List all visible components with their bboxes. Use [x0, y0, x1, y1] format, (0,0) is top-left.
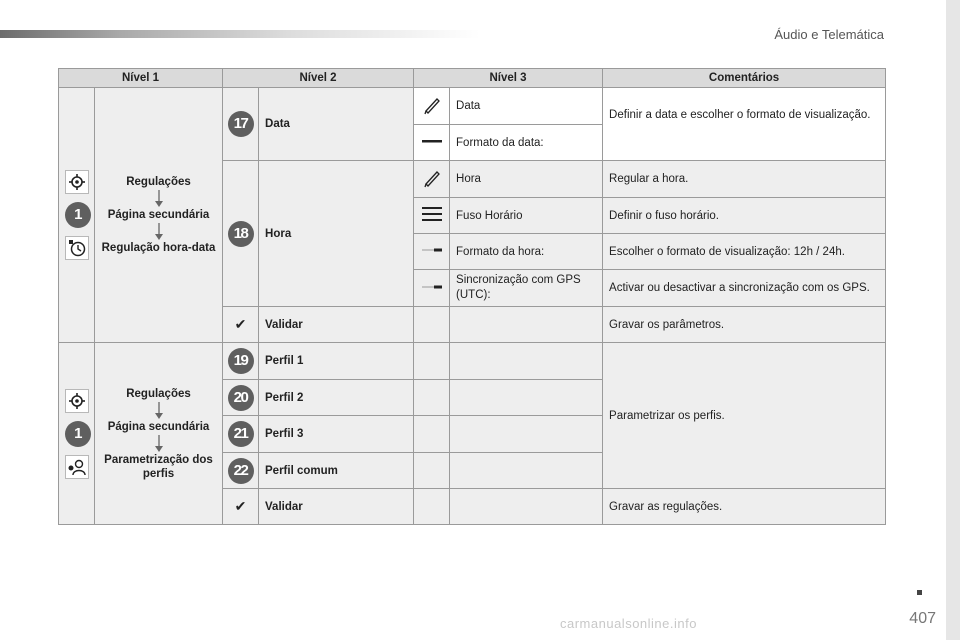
level3-icon-cell: [414, 161, 450, 198]
level2-profile3-label: Perfil 3: [259, 416, 414, 453]
level2-badge-cell: [223, 343, 259, 380]
level2-common-profile-label: Perfil comum: [259, 453, 414, 489]
gear-icon: [65, 389, 89, 413]
col-header-comments: Comentários: [603, 69, 886, 88]
page-number: 407: [909, 610, 936, 627]
empty-cell: [414, 453, 450, 489]
level2-validate-label: Validar: [259, 489, 414, 525]
level3-date-label: Data: [450, 88, 603, 125]
arrow-down-icon: [154, 190, 164, 207]
arrow-down-icon: [154, 435, 164, 452]
gear-icon: [65, 170, 89, 194]
level3-icon-cell: [414, 88, 450, 125]
pencil-icon: [422, 95, 442, 115]
empty-cell: [414, 380, 450, 416]
step-badge-1: 1: [65, 421, 91, 447]
level3-gps-sync-label: Sincronização com GPS (UTC):: [450, 270, 603, 307]
arrow-down-icon: [154, 223, 164, 240]
table-row: [59, 88, 886, 125]
empty-cell: [450, 380, 603, 416]
comment-profiles: Parametrizar os perfis.: [603, 343, 886, 489]
clock-icon: [65, 236, 89, 260]
header-gradient-bar: [0, 30, 480, 38]
comment-date: Definir a data e escolher o formato de visualização.: [603, 88, 886, 161]
level3-icon-cell: [414, 270, 450, 307]
level1-icons-cell: [59, 343, 95, 525]
level2-badge-cell: [223, 161, 259, 307]
level3-date-format-label: Formato da data:: [450, 125, 603, 161]
path-step-settings: Regulações: [126, 176, 191, 188]
empty-cell: [414, 307, 450, 343]
empty-cell: [414, 343, 450, 380]
empty-cell: [414, 416, 450, 453]
step-badge-21: 21: [228, 421, 254, 447]
step-badge-20: 20: [228, 385, 254, 411]
level3-time-format-label: Formato da hora:: [450, 234, 603, 270]
level3-icon-cell: [414, 198, 450, 234]
page-edge-band: [946, 0, 960, 640]
level2-profile2-label: Perfil 2: [259, 380, 414, 416]
level2-validate-label: Validar: [259, 307, 414, 343]
level2-profile1-label: Perfil 1: [259, 343, 414, 380]
level2-badge-cell: [223, 380, 259, 416]
toggle-dash-icon: [421, 282, 443, 292]
level3-timezone-label: Fuso Horário: [450, 198, 603, 234]
level1-icons-cell: [59, 88, 95, 343]
page-header-title: Áudio e Telemática: [774, 27, 884, 42]
step-badge-19: 19: [228, 348, 254, 374]
level2-time-label: Hora: [259, 161, 414, 307]
comment-time-format: Escolher o formato de visualização: 12h / 24h.: [603, 234, 886, 270]
step-badge-18: 18: [228, 221, 254, 247]
col-header-level2: Nível 2: [223, 69, 414, 88]
empty-cell: [450, 343, 603, 380]
checkmark-icon: ✔: [234, 316, 247, 332]
level2-date-label: Data: [259, 88, 414, 161]
table-header-row: [59, 69, 886, 88]
level3-icon-cell: [414, 125, 450, 161]
page-marker-dot: [917, 590, 922, 595]
list-icon: [421, 206, 443, 222]
comment-save-params: Gravar os parâmetros.: [603, 307, 886, 343]
checkmark-icon: ✔: [234, 498, 247, 514]
arrow-down-icon: [154, 402, 164, 419]
level2-tick-cell: [223, 307, 259, 343]
path-step-settings: Regulações: [126, 387, 191, 400]
empty-cell: [450, 489, 603, 525]
col-header-level1: Nível 1: [59, 69, 223, 88]
empty-cell: [450, 453, 603, 489]
col-header-level3: Nível 3: [414, 69, 603, 88]
path-step-time-date: Regulação hora-data: [101, 242, 216, 254]
profile-icon: [65, 455, 89, 479]
level3-time-label: Hora: [450, 161, 603, 198]
path-step-secondary-page: Página secundária: [107, 420, 210, 433]
step-badge-22: 22: [228, 458, 254, 484]
level3-icon-cell: [414, 234, 450, 270]
table-row: [59, 343, 886, 380]
empty-cell: [414, 489, 450, 525]
empty-cell: [450, 307, 603, 343]
watermark-text: carmanualsonline.info: [560, 616, 697, 631]
toggle-dash-icon: [421, 245, 443, 255]
step-badge-1: 1: [65, 202, 91, 228]
comment-time: Regular a hora.: [603, 161, 886, 198]
level2-badge-cell: [223, 416, 259, 453]
settings-table: [58, 68, 886, 525]
pencil-icon: [422, 168, 442, 188]
empty-cell: [450, 416, 603, 453]
comment-gps-sync: Activar ou desactivar a sincronização com os GPS.: [603, 270, 886, 307]
comment-timezone: Definir o fuso horário.: [603, 198, 886, 234]
comment-save-settings: Gravar as regulações.: [603, 489, 886, 525]
level2-badge-cell: [223, 453, 259, 489]
step-badge-17: 17: [228, 111, 254, 137]
level2-tick-cell: [223, 489, 259, 525]
path-step-secondary-page: Página secundária: [107, 209, 210, 221]
level2-badge-cell: [223, 88, 259, 161]
path-step-profiles: Parametrização dos perfis: [104, 453, 213, 480]
level1-path-cell: [95, 88, 223, 343]
list-bar-icon: [421, 136, 443, 146]
level1-path-cell: [95, 343, 223, 525]
